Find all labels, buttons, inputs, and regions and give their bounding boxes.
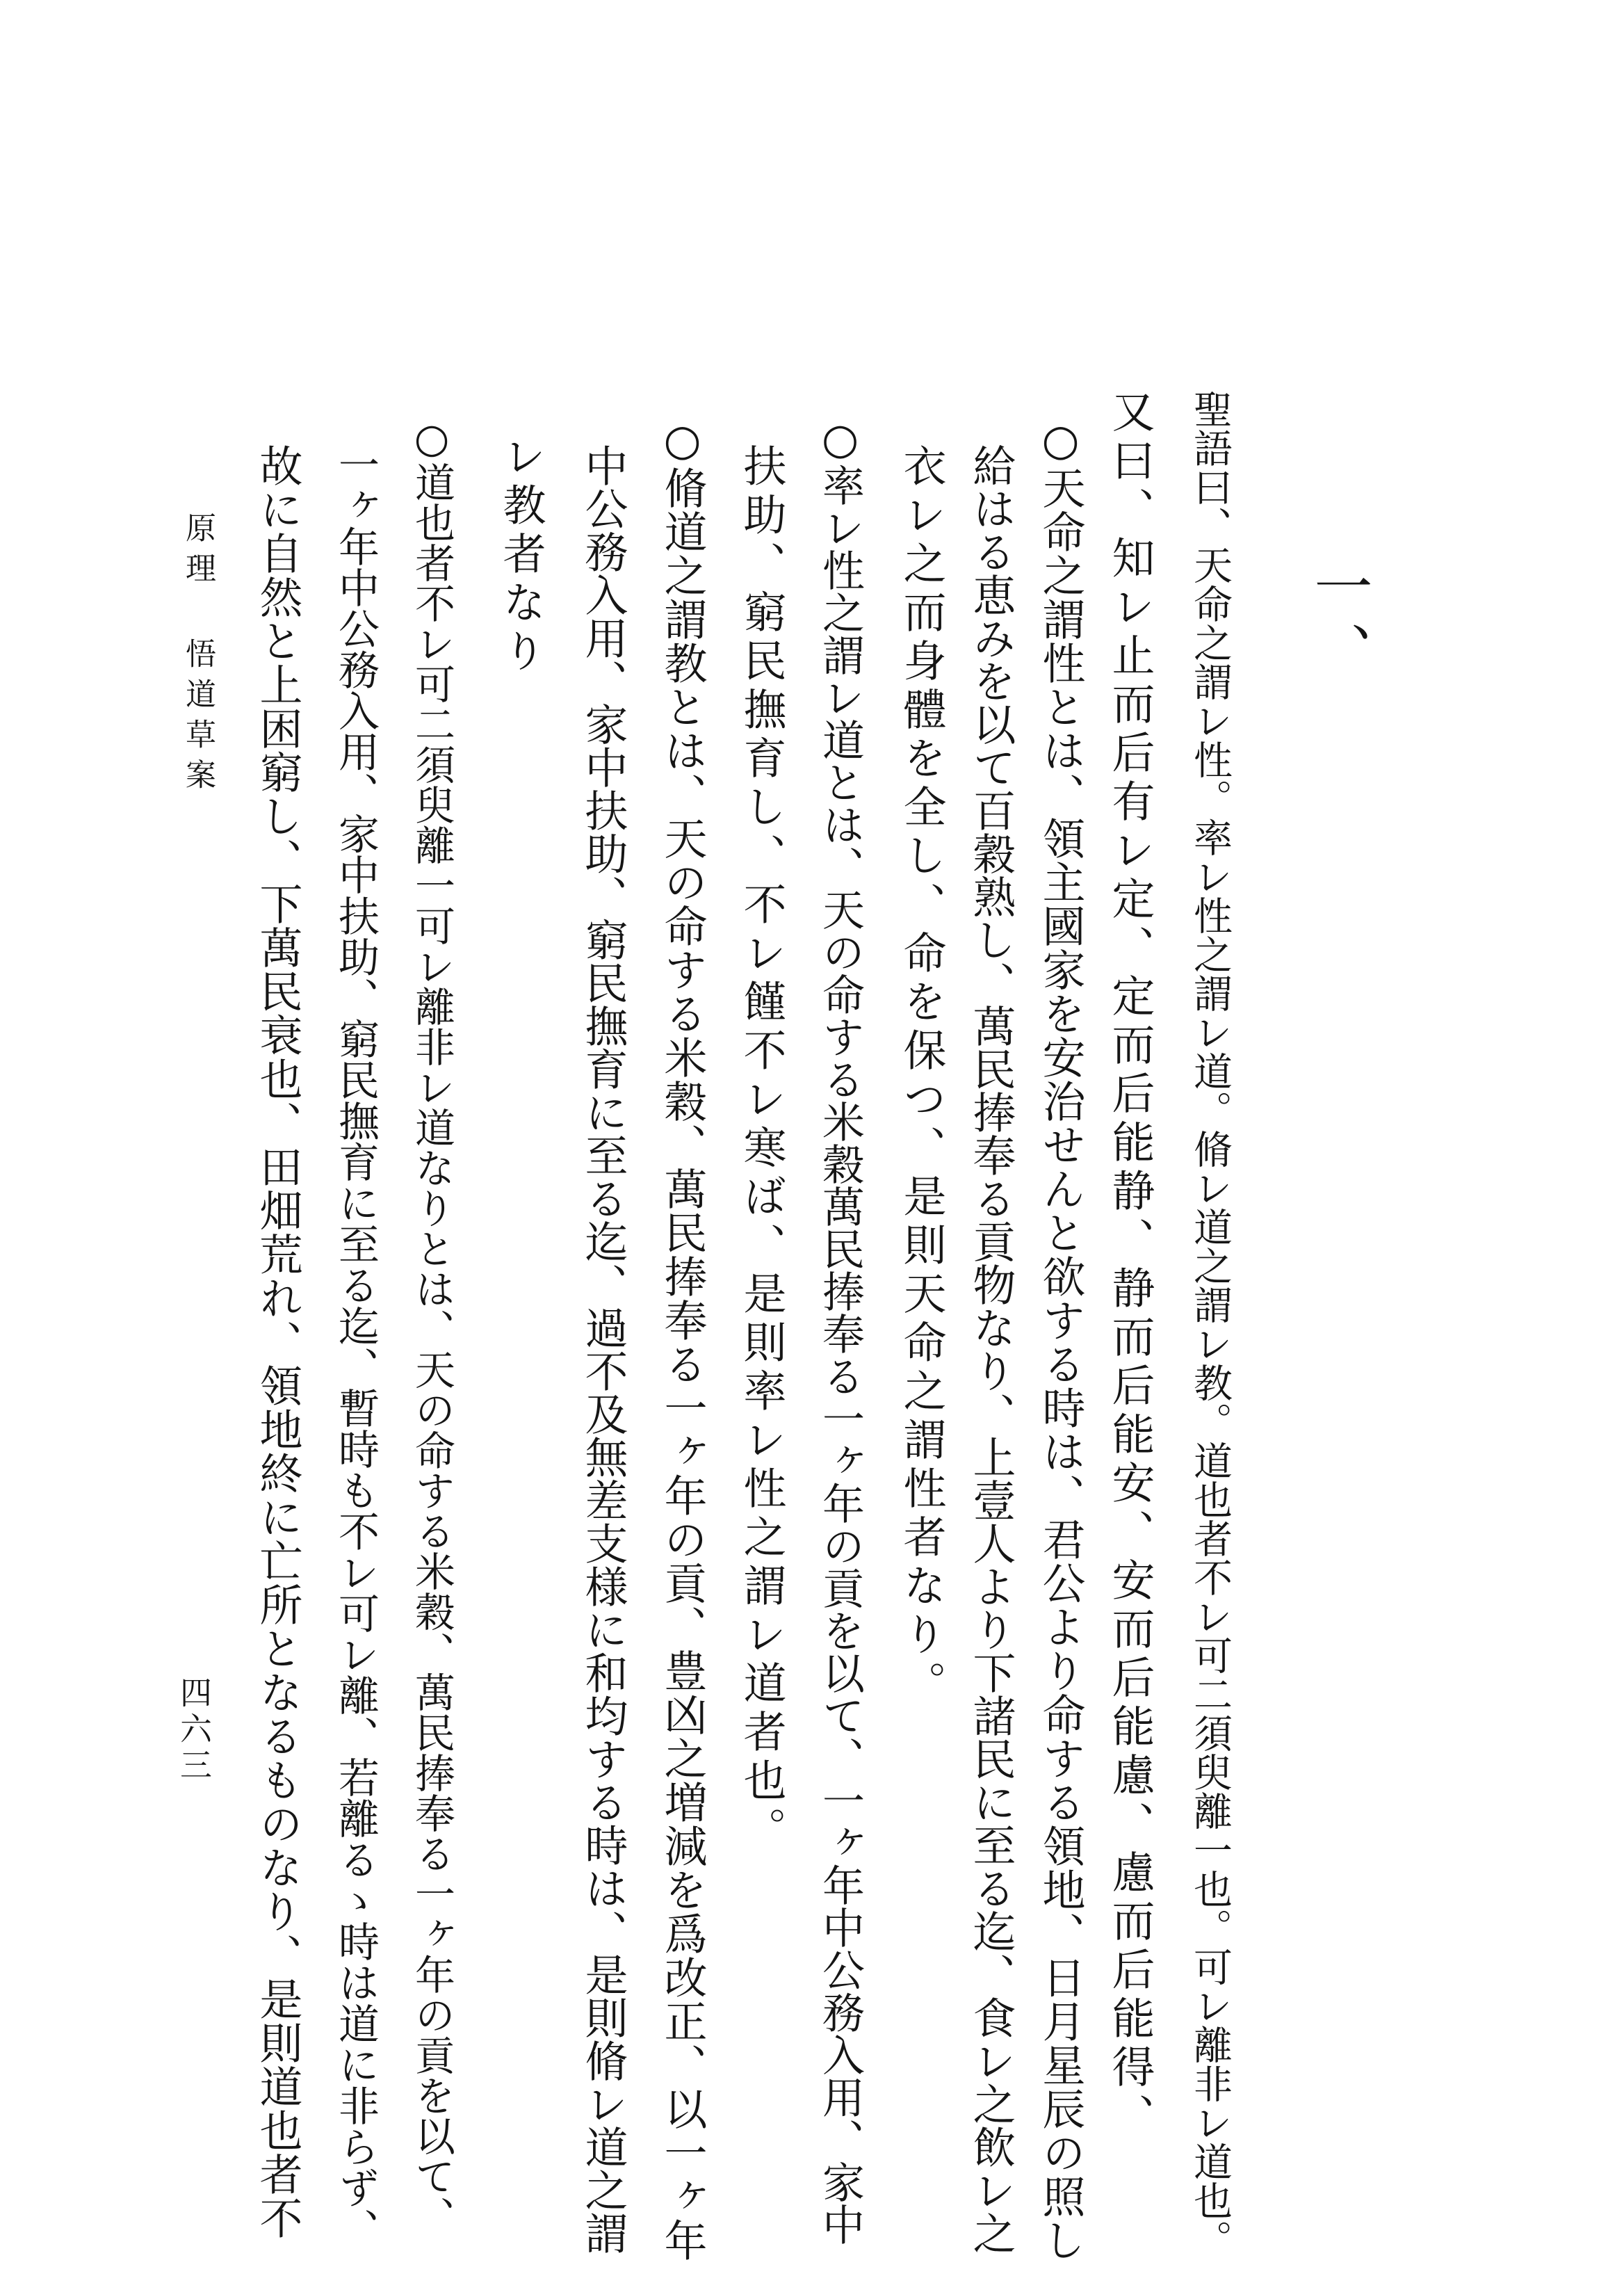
text-column-2: 又曰、知レ止而后有レ定、定而后能静、静而后能安、安而后能慮、慮而后能得、 [1105, 389, 1155, 2142]
text-column-8: ○脩道之謂教とは、天の命する米穀、萬民捧奉る一ヶ年の貢、豊凶之増減を爲改正、以一ヶ年 [657, 414, 708, 2262]
page-number: 四六三 [175, 1676, 213, 1784]
text-column-1: 聖語曰、天命之謂レ性。率レ性之謂レ道。脩レ道之謂レ教。道也者不レ可二須臾離一也。可レ離非レ道也。 [1187, 389, 1233, 2259]
text-column-7: 扶助、窮民撫育し、不レ饉不レ寒ば、是則率レ性之謂レ道者也。 [736, 444, 787, 1855]
text-column-5: 衣レ之而身體を全し、命を保つ、是則天命之謂性者なり。 [896, 444, 947, 1709]
text-column-12: 一ヶ年中公務入用、家中扶助、窮民撫育に至る迄、暫時も不レ可レ離、若離るゝ時は道に非らず、 [332, 444, 380, 2249]
text-column-3: ○天命之謂性とは、領主國家を安治せんと欲する時は、君公より命する領地、日月星辰の照し [1035, 414, 1086, 2262]
text-column-11: ○道也者不レ可二須臾離一可レ離非レ道なりとは、天の命する米穀、萬民捧奉る一ヶ年の貢を以て、 [408, 414, 455, 2236]
running-title: 原理 悟道草案 [180, 512, 216, 799]
text-column-10: レ教者なり [496, 434, 546, 677]
text-column-4: 給はる恵みを以て百穀熟し、萬民捧奉る貢物なり、上壹人より下諸民に至る迄、食レ之飲レ之 [966, 444, 1016, 2254]
text-column-13: 故に自然と上困窮し、下萬民衰也、田畑荒れ、領地終に亡所となるものなり、是則道也者不 [252, 444, 303, 2240]
text-column-9: 中公務入用、家中扶助、窮民撫育に至る迄、過不及無差支様に和均する時は、是則脩レ道之謂 [578, 444, 628, 2254]
section-heading-mark: 一、 [1305, 556, 1373, 687]
text-column-6: ○率レ性之謂レ道とは、天の命する米穀萬民捧奉る一ヶ年の貢を以て、一ヶ年中公務入用、家中 [815, 414, 865, 2245]
